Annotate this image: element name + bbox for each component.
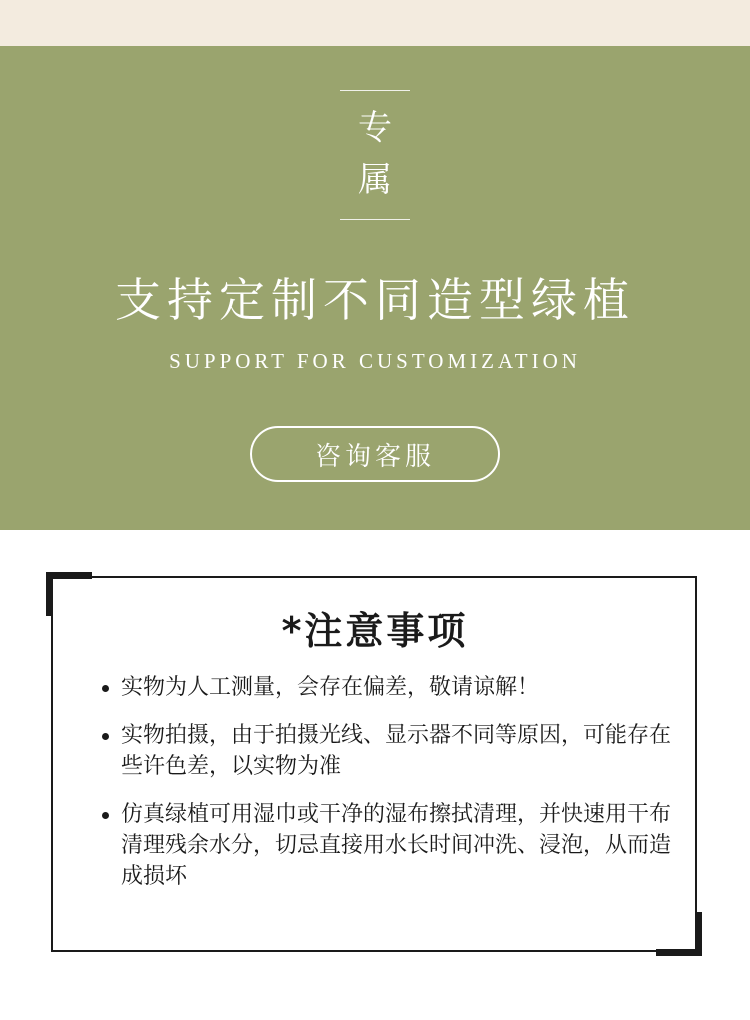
customization-banner: [0, 46, 750, 530]
customer-service-button[interactable]: [250, 426, 500, 482]
notice-item: [100, 799, 680, 892]
vertical-title-char-2: 属: [358, 160, 392, 200]
bullet-icon: [102, 812, 109, 819]
banner-title: 支持定制不同造型绿植: [115, 273, 635, 327]
vertical-title: [340, 102, 410, 206]
notice-item-text: 实物拍摄，由于拍摄光线、显示器不同等原因，可能存在些许色差，以实物为准: [121, 723, 672, 779]
bullet-icon: [102, 685, 109, 692]
divider-line-bottom: [340, 219, 410, 220]
top-strip: [0, 0, 750, 46]
vertical-title-char-1: 专: [358, 108, 392, 148]
divider-line-top: [340, 90, 410, 91]
notice-list: [100, 672, 680, 909]
notice-item-text: 仿真绿植可用湿巾或干净的湿布擦拭清理，并快速用干布清理残余水分，切忌直接用水长时间冲洗、浸泡，从而造成损坏: [121, 802, 672, 889]
notice-item: [100, 720, 680, 782]
customer-service-button-label: 咨询客服: [314, 441, 435, 472]
notice-item: [100, 672, 680, 703]
banner-subtitle: SUPPORT FOR CUSTOMIZATION: [169, 349, 581, 373]
bullet-icon: [102, 733, 109, 740]
corner-bracket-bottom-right-vertical: [695, 912, 702, 956]
notice-item-text: 实物为人工测量，会存在偏差，敬请谅解！: [121, 675, 540, 700]
notice-title: *注意事项: [281, 609, 469, 653]
